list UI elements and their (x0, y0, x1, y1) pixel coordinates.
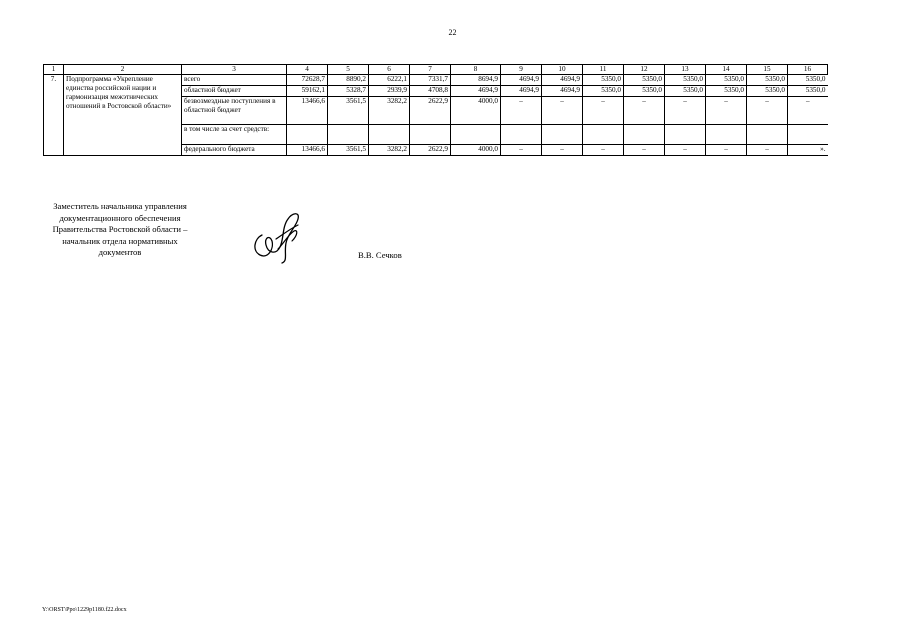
row-number: 7. (44, 75, 64, 156)
table-cell: 8694,9 (451, 75, 501, 86)
file-path-footer: Y:\ORST\Ppo\1229p1180.f22.docx (42, 607, 127, 613)
table-cell: 5350,0 (788, 75, 828, 86)
table-cell: 6222,1 (369, 75, 410, 86)
table-cell: 3282,2 (369, 145, 410, 156)
table-cell: 5350,0 (788, 86, 828, 97)
table-cell: 4694,9 (542, 86, 583, 97)
table-cell (369, 125, 410, 145)
table-cell: 5350,0 (624, 75, 665, 86)
column-header: 6 (369, 65, 410, 75)
table-cell: 3561,5 (328, 97, 369, 125)
table-cell (542, 125, 583, 145)
table-cell: 2622,9 (410, 145, 451, 156)
column-header: 10 (542, 65, 583, 75)
column-header: 9 (501, 65, 542, 75)
column-header: 12 (624, 65, 665, 75)
table-cell: 5350,0 (747, 86, 788, 97)
table-cell (665, 125, 706, 145)
table-row-total (44, 75, 828, 86)
table-cell: 5350,0 (706, 75, 747, 86)
column-header: 8 (451, 65, 501, 75)
table-cell: 3282,2 (369, 97, 410, 125)
row-label: областной бюджет (182, 86, 287, 97)
column-header: 11 (583, 65, 624, 75)
signatory-name: В.В. Сечков (358, 250, 402, 260)
table-cell: 5350,0 (665, 86, 706, 97)
row-label: всего (182, 75, 287, 86)
table-cell: – (583, 145, 624, 156)
table-cell: – (624, 97, 665, 125)
table-cell (328, 125, 369, 145)
table-cell: – (501, 145, 542, 156)
program-name: Подпрограмма «Укрепление единства российской нации и гармонизация межэтнических отношений в Ростовской области» (64, 75, 182, 156)
column-header: 13 (665, 65, 706, 75)
column-header: 16 (788, 65, 828, 75)
table-cell: 2622,9 (410, 97, 451, 125)
row-label: в том числе за счет средств: (182, 125, 287, 145)
table-cell: 3561,5 (328, 145, 369, 156)
table-cell (788, 125, 828, 145)
table-cell: 4694,9 (501, 86, 542, 97)
table-cell: 5328,7 (328, 86, 369, 97)
table-cell (451, 125, 501, 145)
table-cell: 2939,9 (369, 86, 410, 97)
table-cell: – (583, 97, 624, 125)
table-cell: 13466,6 (287, 145, 328, 156)
table-cell: – (706, 97, 747, 125)
table-cell: – (542, 97, 583, 125)
page-number: 22 (448, 28, 457, 37)
table-cell (583, 125, 624, 145)
table-cell: – (624, 145, 665, 156)
table-cell: 4708,8 (410, 86, 451, 97)
table-cell: 8890,2 (328, 75, 369, 86)
table-cell: 59162,1 (287, 86, 328, 97)
table-cell: 4000,0 (451, 145, 501, 156)
column-header: 15 (747, 65, 788, 75)
table-cell: 5350,0 (665, 75, 706, 86)
column-header: 1 (44, 65, 64, 75)
table-cell: 5350,0 (747, 75, 788, 86)
table-cell: – (747, 145, 788, 156)
table-cell: 4694,9 (542, 75, 583, 86)
table-cell (287, 125, 328, 145)
table-cell: ». (788, 145, 828, 156)
table-cell: – (665, 97, 706, 125)
handwritten-signature (248, 205, 308, 265)
table-header-row (44, 65, 828, 75)
table-cell: – (542, 145, 583, 156)
table-cell: – (706, 145, 747, 156)
column-header: 3 (182, 65, 287, 75)
table-cell: – (788, 97, 828, 125)
table-cell (624, 125, 665, 145)
column-header: 5 (328, 65, 369, 75)
column-header: 2 (64, 65, 182, 75)
row-label: федерального бюджета (182, 145, 287, 156)
column-header: 7 (410, 65, 451, 75)
column-header: 14 (706, 65, 747, 75)
table-cell: 4694,9 (501, 75, 542, 86)
table-cell: 7331,7 (410, 75, 451, 86)
table-cell: 5350,0 (583, 86, 624, 97)
budget-table (43, 64, 828, 156)
table-cell: 72628,7 (287, 75, 328, 86)
table-cell: 5350,0 (583, 75, 624, 86)
table-cell (501, 125, 542, 145)
row-label: безвозмездные поступления в областной бюджет (182, 97, 287, 125)
table-cell: 4694,9 (451, 86, 501, 97)
table-cell (706, 125, 747, 145)
table-cell: 13466,6 (287, 97, 328, 125)
table-cell: – (665, 145, 706, 156)
table-cell: – (747, 97, 788, 125)
table-cell (410, 125, 451, 145)
table-cell: 5350,0 (624, 86, 665, 97)
signatory-title: Заместитель начальника управления документационного обеспечения Правительства Ростовской области – начальник отдела нормативных документов (52, 201, 188, 257)
table-cell: 5350,0 (706, 86, 747, 97)
table-cell: 4000,0 (451, 97, 501, 125)
column-header: 4 (287, 65, 328, 75)
table-cell (747, 125, 788, 145)
table-cell: – (501, 97, 542, 125)
